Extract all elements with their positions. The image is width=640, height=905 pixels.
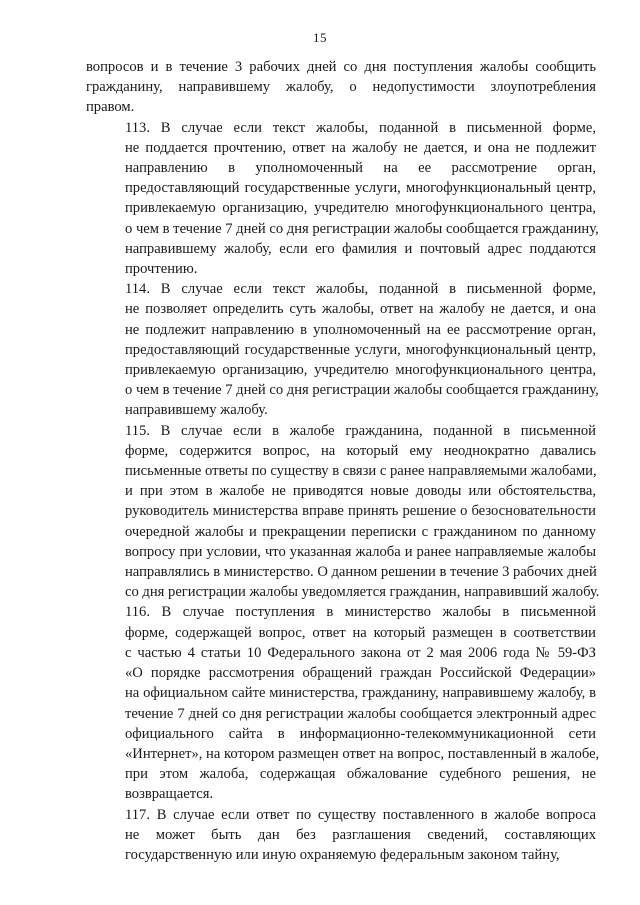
- text-line: не подлежит направлению в уполномоченный на ее рассмотрение орган,: [125, 321, 596, 338]
- text-line: привлекаемую организацию, учредителю многофункционального центра,: [125, 362, 596, 379]
- text-line: прочтению.: [125, 261, 198, 278]
- paragraph-p115: [86, 421, 600, 603]
- text-line: направившему жалобу.: [125, 402, 268, 419]
- page-number: 15: [313, 30, 327, 45]
- text-line: 114. В случае если текст жалобы, поданной в письменной форме,: [125, 281, 596, 298]
- text-line: очередной жалобы и прекращении переписки с гражданином по данному: [125, 523, 596, 540]
- text-line: 113. В случае если текст жалобы, поданной в письменной форме,: [125, 119, 596, 136]
- text-line: возвращается.: [125, 786, 214, 803]
- text-line: 117. В случае если ответ по существу поставленного в жалобе вопроса: [125, 806, 596, 823]
- text-line: «Интернет», на котором размещен ответ на вопрос, поставленный в жалобе,: [125, 745, 600, 762]
- paragraph-cont: [86, 57, 596, 118]
- text-line: о чем в течение 7 дней со дня регистрации жалобы сообщается гражданину,: [125, 220, 599, 237]
- text-line: официального сайта в информационно-телекоммуникационной сети: [125, 725, 596, 742]
- text-line: течение 7 дней со дня регистрации жалобы сообщается электронный адрес: [125, 705, 596, 722]
- document-body: [86, 57, 600, 865]
- text-line: 116. В случае поступления в министерство жалобы в письменной: [125, 604, 596, 621]
- text-line: направлению в уполномоченный на ее рассмотрение орган,: [125, 160, 596, 177]
- text-line: гражданину, направившему жалобу, о недопустимости злоупотребления: [86, 79, 596, 96]
- text-line: не может быть дан без разглашения сведений, составляющих: [125, 826, 596, 843]
- text-line: на официальном сайте министерства, гражданину, направившему жалобу, в: [125, 685, 596, 702]
- text-line: не поддается прочтению, ответ на жалобу не дается, и она не подлежит: [125, 139, 596, 156]
- text-line: «О порядке рассмотрения обращений граждан Российской Федерации»: [125, 665, 596, 682]
- text-line: со дня регистрации жалобы уведомляется гражданин, направивший жалобу.: [125, 584, 600, 601]
- paragraph-p116: [86, 602, 600, 804]
- text-line: о чем в течение 7 дней со дня регистрации жалобы сообщается гражданину,: [125, 382, 599, 399]
- text-line: государственную или иную охраняемую федеральным законом тайну,: [125, 846, 560, 863]
- text-line: руководитель министерства вправе принять решение о безосновательности: [125, 503, 596, 520]
- text-line: и при этом в жалобе не приводятся новые доводы или обстоятельства,: [125, 483, 596, 500]
- paragraph-p114: [86, 279, 599, 420]
- text-line: форме, содержащей вопрос, ответ на который размещен в соответствии: [125, 624, 596, 641]
- text-line: предоставляющий государственные услуги, многофункциональный центр,: [125, 180, 596, 197]
- text-line: с частью 4 статьи 10 Федерального закона от 2 мая 2006 года № 59-ФЗ: [125, 644, 596, 661]
- paragraph-p117: [86, 805, 596, 866]
- text-line: при этом жалоба, содержащая обжалование судебного решения, не: [125, 766, 596, 783]
- paragraph-p113: [86, 118, 599, 280]
- text-line: предоставляющий государственные услуги, многофункциональный центр,: [125, 341, 596, 358]
- text-line: не позволяет определить суть жалобы, ответ на жалобу не дается, и она: [125, 301, 596, 318]
- text-line: направлялись в министерство. О данном решении в течение 3 рабочих дней: [125, 564, 597, 581]
- text-line: привлекаемую организацию, учредителю многофункционального центра,: [125, 200, 596, 217]
- text-line: 115. В случае если в жалобе гражданина, поданной в письменной: [125, 422, 596, 439]
- text-line: правом.: [86, 99, 135, 116]
- text-line: вопросу при условии, что указанная жалоба и ранее направляемые жалобы: [125, 543, 596, 560]
- text-line: письменные ответы по существу в связи с ранее направляемыми жалобами,: [125, 463, 597, 480]
- text-line: направившему жалобу, если его фамилия и почтовый адрес поддаются: [125, 240, 596, 257]
- text-line: форме, содержится вопрос, на который ему неоднократно давались: [125, 442, 596, 459]
- text-line: вопросов и в течение 3 рабочих дней со дня поступления жалобы сообщить: [86, 59, 596, 75]
